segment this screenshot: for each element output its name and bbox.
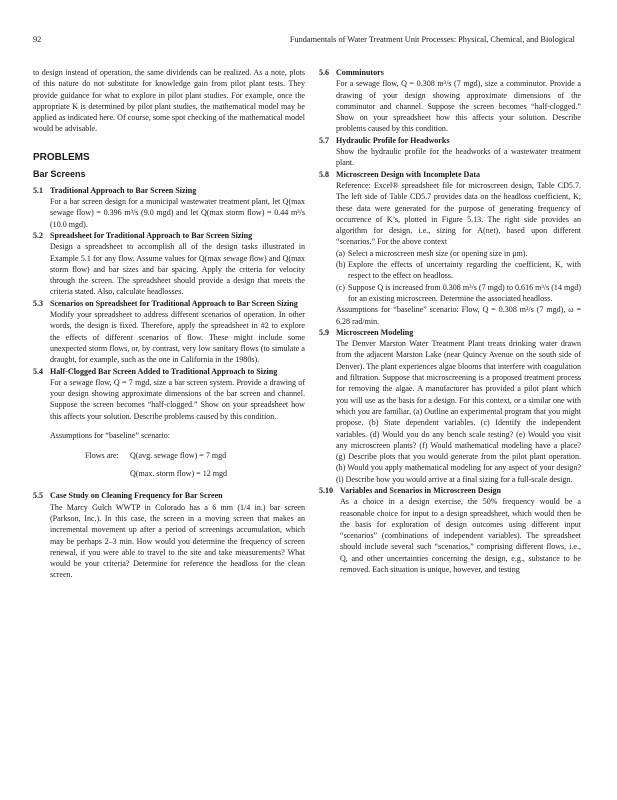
subitem-text: Suppose Q is increased from 0.308 m³/s (7 mgd) to 0.616 m³/s (14 mgd) for an existing microscreen. Determine the associated headloss. [348, 282, 581, 303]
running-header [33, 33, 575, 47]
problem-5-8 [319, 169, 581, 327]
flows-label: Flows are: [85, 451, 119, 461]
problem-5-5 [33, 490, 305, 580]
problem-number: 5.6 [319, 68, 330, 77]
problem-number: 5.8 [319, 169, 330, 179]
problem-5-7 [319, 135, 581, 169]
problem-title: Scenarios on Spreadsheet for Traditional Approach to Bar Screen Sizing [50, 298, 298, 308]
problem-title: Hydraulic Profile for Headworks [336, 135, 450, 145]
problems-heading: PROBLEMS [33, 151, 90, 163]
subitem-a [336, 248, 581, 259]
problem-number: 5.7 [319, 135, 330, 145]
book-title: Fundamentals of Water Treatment Unit Processes: Physical, Chemical, and Biological [289, 35, 575, 44]
problem-5-4 [33, 366, 305, 481]
assumptions-line: Assumptions for “baseline” scenario: [50, 431, 170, 441]
problem-5-10 [319, 485, 581, 575]
problem-number: 5.4 [33, 366, 44, 376]
problem-5-3 [33, 298, 305, 366]
problem-title: Microscreen Modeling [336, 327, 414, 337]
problem-body: The Denver Marston Water Treatment Plant treats drinking water drawn from the adjacent Marston Lake (near Quincy Avenue on the south side of Denver). The plant experiences algae blooms that interfere with coagulation and filtration. Suppose that microscreening is a proposed treatment process for removing the algae. A manufacturer has provided a pilot plant which you will use as the basis for a design. For this context, or a similar one with which you are familiar, (a) Outline an experimental program that you might propose. (b) State dependent variables. (c) Identify the independent variables. (d) Would you do any bench scale testing? (e) Would you visit any microscreen plants? (f) Would mathematical modeling have a place? (g) Describe plots that you would generate from the pilot plant operation. (h) Would you apply mathematical modeling for any aspect of your design? (i) Describe how you would arrive at a final sizing for a full-scale design. [336, 339, 581, 484]
problem-body: As a choice in a design exercise, the 50% frequency would be a reasonable choice for input to a design spreadsheet, which would then be the basis for exploration of design outcomes using different input “scenarios” (combinations of independent variables). The spreadsheet should include several such “scenarios,” comprising different flows, i.e., Q, and other uncertainties concerning the design, e.g., substance to be removed. Each situation is unique, however, and testing [340, 497, 581, 575]
problem-title: Traditional Approach to Bar Screen Sizing [50, 185, 197, 195]
problem-body: For a sewage flow, Q = 0.308 m³/s (7 mgd), size a comminutor. Provide a drawing of your design showing approximate dimensions of the comminutor and channel. Suppose the screen becomes “half-clogged.” Show on your spreadsheet how this affects your solution. Describe problems caused by this condition. [336, 79, 581, 134]
problem-body: Show the hydraulic profile for the headworks of a wastewater treatment plant. [336, 147, 581, 168]
problem-5-2 [33, 230, 305, 298]
avg-sewage-flow: Q(avg. sewage flow) = 7 mgd [130, 451, 227, 461]
problem-body: Modify your spreadsheet to address different scenarios of operation. In other words, the design is fixed. Therefore, apply the spreadsheet in #2 to explore the effects of different scenarios of flow. These might include some unexpected storm flows, or, by contrast, very low sanitary flows (to simulate a draught, for example, such as the one in California in the 1980s). [50, 310, 305, 365]
subitem-c [336, 282, 581, 305]
max-storm-flow: Q(max. storm flow) = 12 mgd [130, 469, 228, 479]
problem-body: Design a spreadsheet to accomplish all of the design tasks illustrated in Example 5.1 for any flow. Assume values for Q(max sewage flow) and Q(max storm flow) and bar sizes and bar spacing. Apply the criteria for velocity through the screen. The spreadsheet should provide a design that meets the criteria stated. Also, calculate headlosses. [50, 242, 305, 297]
subitem-b [336, 259, 581, 282]
problem-number: 5.10 [319, 485, 334, 495]
problem-number: 5.9 [319, 327, 330, 337]
intro-paragraph: to design instead of operation, the same dividends can be realized. As a note, plots of this nature do not substitute for knowledge gain from pilot plant tests. They provide guidance for what to explore in pilot plant studies. For example, once the appropriate K is determined by pilot plant studies, the mathematical model may be applied as indicated here. Of course, some spot checking of the mathematical model would be advisable. [33, 68, 305, 134]
assumptions-line: Assumptions for “baseline” scenario: Flow, Q = 0.308 m³/s (7 mgd), ω = 6.28 rad/min. [336, 305, 581, 326]
problem-5-9 [319, 327, 581, 485]
left-column [33, 67, 305, 581]
bar-screens-heading: Bar Screens [33, 168, 86, 179]
page-number: 92 [33, 35, 42, 44]
problem-body: The Marcy Gulch WWTP in Colorado has a 6 mm (1/4 in.) bar screen (Parkson, Inc.). In this case, the screen in a moving screen that makes an incremental movement up after a period of screenings accumulation, which may be perhaps 2–3 min. How would you determine the frequency of screen renewal, if you were able to travel to the site and take measurements? What would be your criteria? Determine for reference the headloss for the clean screen. [50, 502, 305, 580]
problem-number: 5.1 [33, 185, 44, 195]
problem-5-1 [33, 185, 305, 230]
problem-body: Reference: Excel® spreadsheet file for microscreen design, Table CD5.7. The left side of Table CD5.7 provides data on the headloss coefficient, K; these data were generated for the purpose of generating frequency of occurrence of K’s, plotted in Figure 5.13. The right side provides an algorithm for design, i.e., sizing for A(net), based upon different “scenarios.” For the above context [336, 180, 581, 247]
flow-equations [50, 450, 305, 480]
problem-title: Microscreen Design with Incomplete Data [336, 169, 481, 179]
problem-body: For a sewage flow, Q = 7 mgd, size a bar screen system. Provide a drawing of your design showing approximate dimensions of the bar screen and channel. Suppose the screen becomes “half-clogged.” Show on your spreadsheet how this affects your solution. Describe problems caused by this condition. [50, 377, 305, 421]
problem-number: 5.5 [33, 491, 44, 501]
problem-title: Case Study on Cleaning Frequency for Bar Screen [50, 491, 223, 501]
problem-body: For a bar screen design for a municipal wastewater treatment plant, let Q(max sewage flow) = 0.396 m³/s (9.0 mgd) and let Q(max storm flow) = 0.44 m³/s (10.0 mgd). [50, 197, 305, 229]
subitem-label: (b) [336, 260, 346, 270]
right-column [319, 67, 581, 575]
problem-title: Spreadsheet for Traditional Approach to Bar Screen Sizing [50, 230, 253, 240]
problem-title: Comminutors [336, 68, 384, 77]
subitem-text: Explore the effects of uncertainty regarding the coefficient, K, with respect to the effect on headloss. [348, 260, 581, 281]
problem-5-6 [319, 67, 581, 135]
subitem-label: (a) [336, 248, 345, 258]
problem-title: Variables and Scenarios in Microscreen Design [340, 485, 502, 495]
problem-number: 5.3 [33, 298, 44, 308]
problem-number: 5.2 [33, 230, 44, 240]
subitem-label: (c) [336, 282, 345, 292]
subitem-text: Select a microscreen mesh size (or opening size in μm). [348, 248, 528, 258]
problem-title: Half-Clogged Bar Screen Added to Traditional Approach to Sizing [50, 366, 278, 376]
